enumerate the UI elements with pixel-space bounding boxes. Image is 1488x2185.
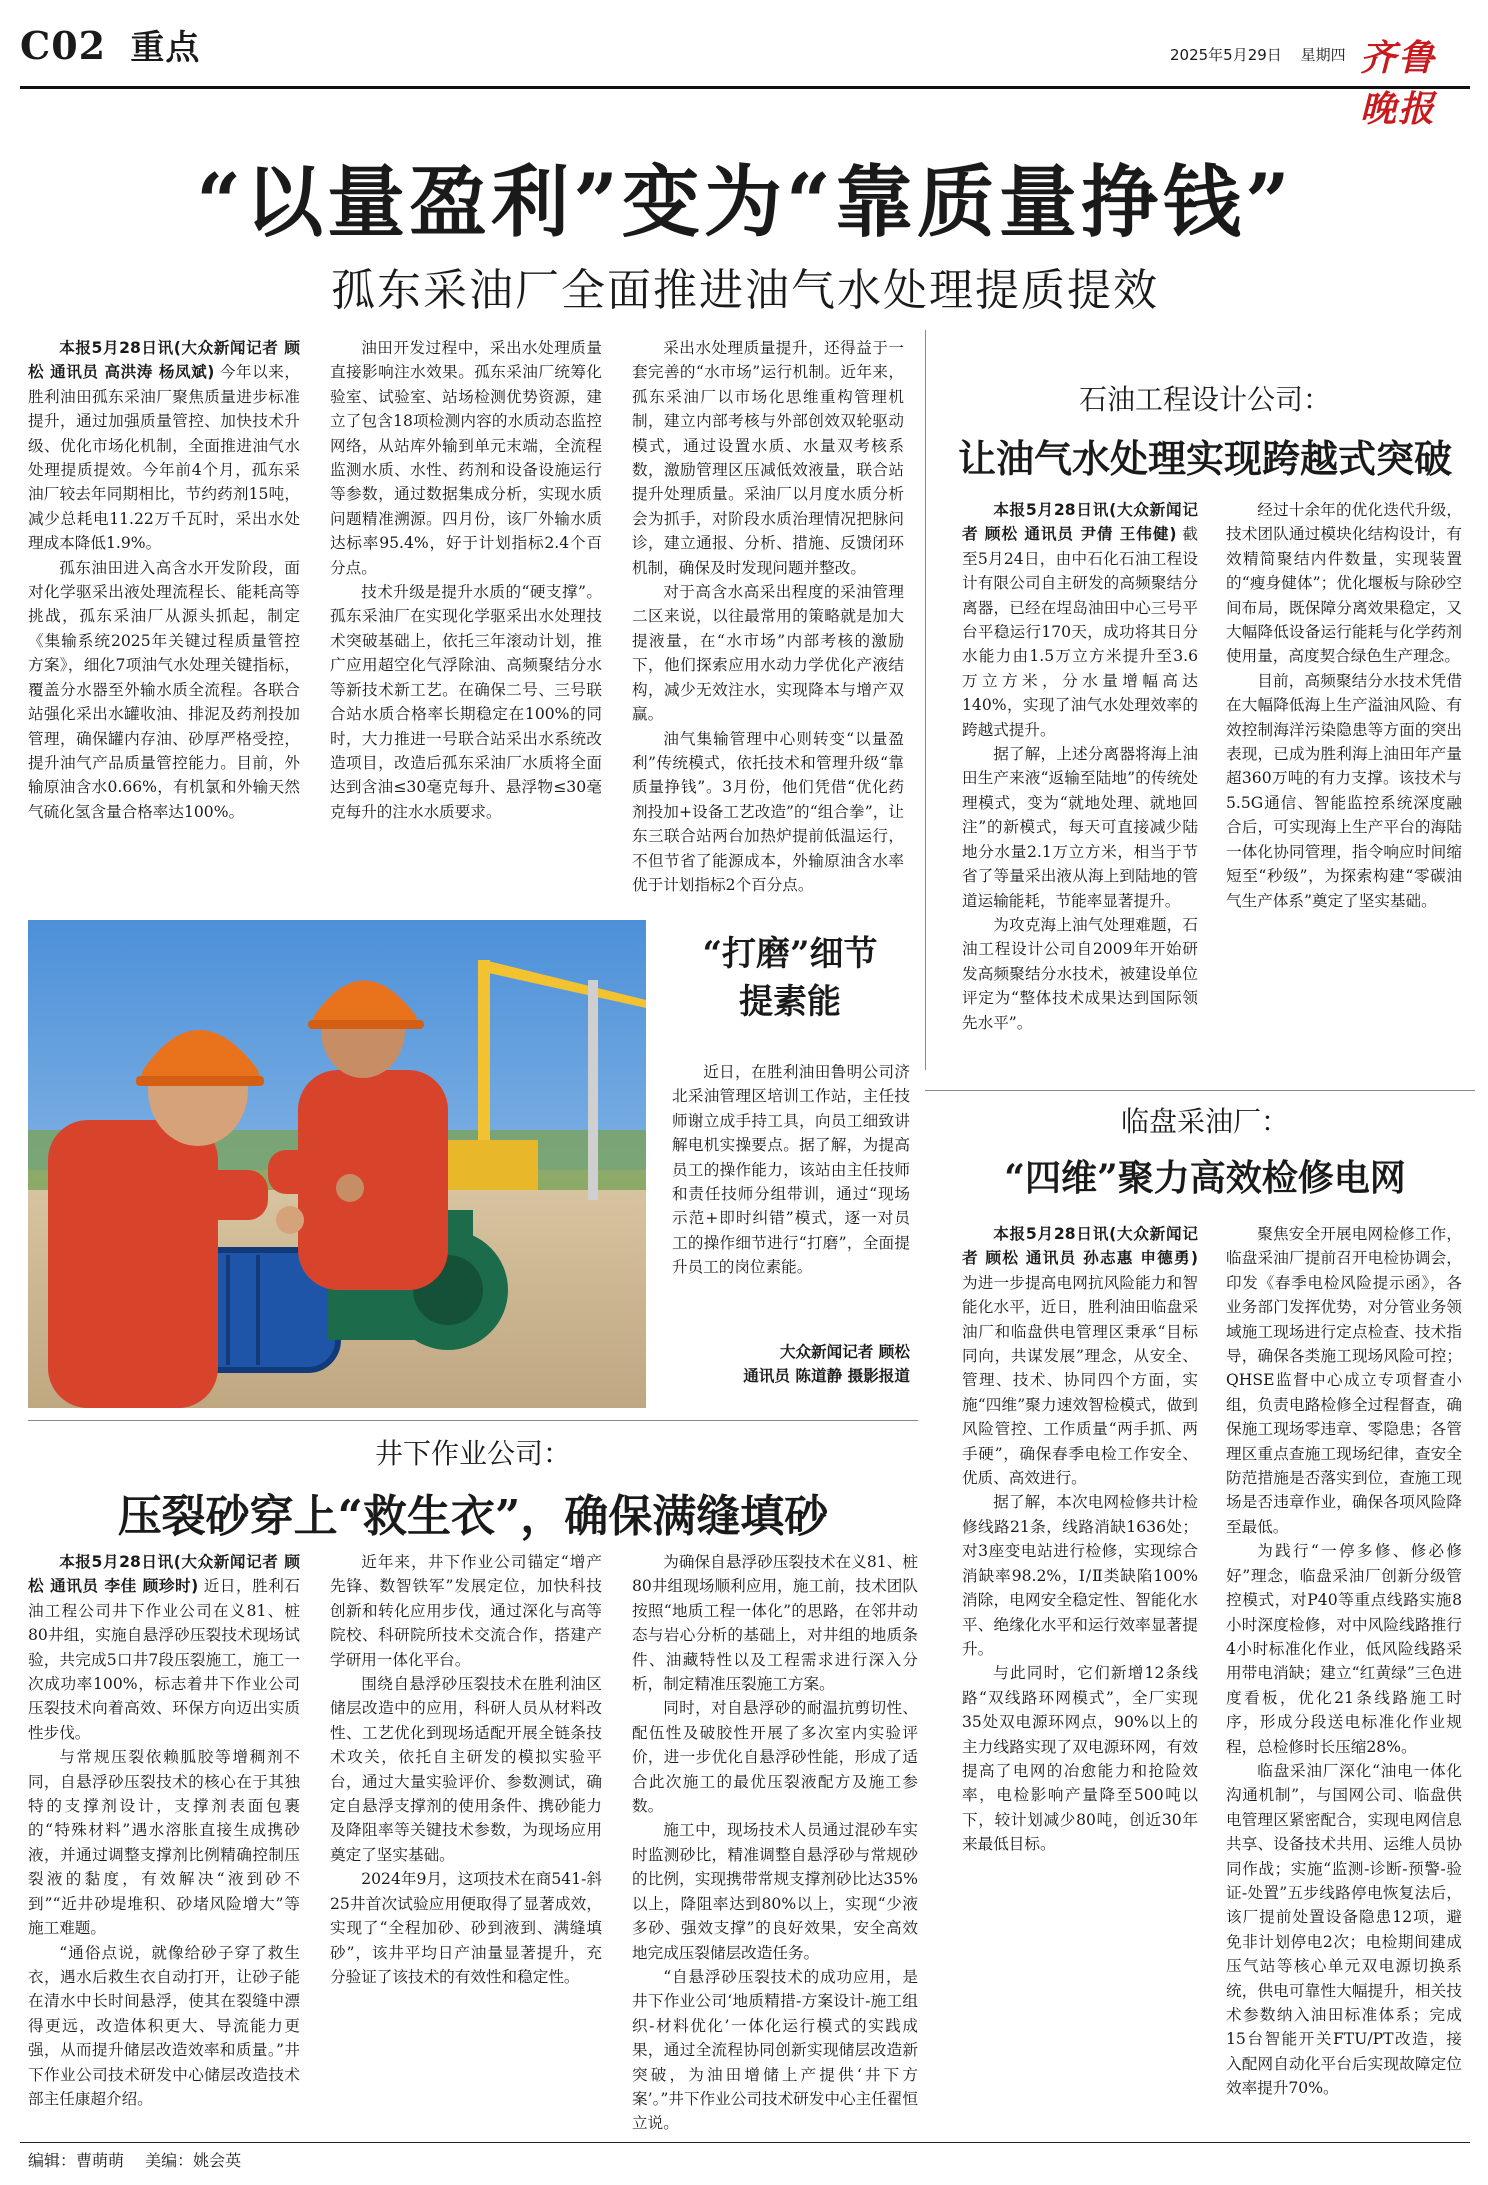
design-byline: 本报5月28日讯(大众新闻记者 顾松 通讯员 尹倩 王伟健)	[962, 501, 1198, 544]
linpan-article-col1	[962, 1222, 1198, 2132]
column-divider	[925, 330, 926, 1070]
linpan-title: “四维”聚力高效检修电网	[1004, 1157, 1406, 1199]
main-subheadline: 孤东采油厂全面推进油气水处理提质提效	[331, 265, 1159, 316]
lead-article-col2	[330, 336, 602, 894]
well-article-col2	[330, 1550, 602, 2138]
photo-title-line: 提素能	[739, 982, 841, 1022]
design-paragraph: 截至5月24日，由中石化石油工程设计有限公司自主研发的高频聚结分离器，已经在埕岛油田中心三号平台平稳运行170天，成功将其日分水能力由1.5万立方米提升至3.6万立方米，分水量增幅高达140%，实现了油气水处理效率的跨越式提升。	[962, 525, 1198, 739]
well-paragraph: 近年来，井下作业公司锚定“增产先锋、数智铁军”发展定位，加快科技创新和转化应用步伐，通过深化与高等院校、科研院所技术交流合作，搭建产学研用一体化平台。	[330, 1553, 602, 1669]
well-paragraph: 施工中，现场技术人员通过混砂车实时监测砂比，精准调整自悬浮砂与常规砂的比例，实现携带常规支撑剂砂比达35%以上，降阻率达到80%以上，实现“少液多砂、强效支撑”的良好效果，安全高效地完成压裂储层改造任务。	[632, 1821, 918, 1962]
well-paragraph: “通俗点说，就像给砂子穿了救生衣，遇水后救生衣自动打开，让砂子能在清水中长时间悬浮，使其在裂缝中漂得更远，改造体积更大、导流能力更强，从而提升储层改造效率和质量。”井下作业公司技术研发中心储层改造技术部主任康超介绍。	[28, 1943, 300, 2108]
photo-story-paragraph: 近日，在胜利油田鲁明公司济北采油管理区培训工作站，主任技师谢立成手持工具，向员工细致讲解电机实操要点。据了解，为提高员工的操作能力，该站由主任技师和责任技师分组带训，通过“现场示范+即时纠错”模式，逐一对员工的操作细节进行“打磨”，全面提升员工的岗位素能。	[672, 1063, 910, 1277]
well-paragraph: 围绕自悬浮砂压裂技术在胜利油区储层改造中的应用，科研人员从材料改性、工艺优化到现场适配开展全链条技术攻关，依托自主研发的模拟实验平台，通过大量实验评价、参数测试，确定自悬浮支撑剂的使用条件、携砂能力及降阻率等关键技术参数，为现场应用奠定了坚实基础。	[330, 1675, 602, 1864]
linpan-kicker: 临盘采油厂：	[1120, 1105, 1289, 1138]
page-header	[20, 8, 1470, 130]
design-paragraph: 目前，高频聚结分水技术凭借在大幅降低海上生产溢油风险、有效控制海洋污染隐患等方面的突出表现，已成为胜利海上油田年产量超360万吨的有力支撑。该技术与5.5G通信、智能监控系统深度融合后，可实现海上生产平台的海陆一体化协同管理，指令响应时间缩短至“秒级”，为探索构建“零碳油气生产体系”奠定了坚实基础。	[1226, 671, 1462, 910]
well-byline: 本报5月28日讯(大众新闻记者 顾松 通讯员 李佳 顾珍时)	[28, 1553, 300, 1596]
lead-article-col1	[28, 336, 300, 894]
well-article-col1	[28, 1550, 300, 2138]
date-text: 2025年5月29日	[1170, 46, 1282, 64]
lead-byline: 本报5月28日讯(大众新闻记者 顾松 通讯员 高洪涛 杨凤斌)	[28, 339, 300, 382]
photo-story-text	[672, 1060, 910, 1330]
lead-paragraph: 技术升级是提升水质的“硬支撑”。孤东采油厂在实现化学驱采出水处理技术突破基础上，依托三年滚动计划，推广应用超空化气浮除油、高频聚结分水等新技术新工艺。在确保二号、三号联合站水质合格率长期稳定在100%的同时，大力推进一号联合站采出水系统改造项目，改造后孤东采油厂水质将全面达到含油≤30毫克每升、悬浮物≤30毫克每升的注水水质要求。	[330, 583, 602, 821]
page-footer	[28, 2148, 241, 2171]
linpan-byline: 本报5月28日讯(大众新闻记者 顾松 通讯员 孙志惠 申德勇)	[962, 1225, 1198, 1268]
designer-credit: 美编：姚会英	[145, 2151, 242, 2170]
well-paragraph: 同时，对自悬浮砂的耐温抗剪切性、配伍性及破胶性开展了多次室内实验评价，进一步优化自悬浮砂性能，形成了适合此次施工的最优压裂液配方及施工参数。	[632, 1699, 918, 1816]
lead-paragraph: 对于高含水高采出程度的采油管理二区来说，以往最常用的策略就是加大提液量，在“水市场”内部考核的激励下，他们探索应用水动力学优化产液结构，减少无效注水，实现降本与增产双赢。	[632, 583, 904, 724]
photo-credit	[672, 1340, 910, 1389]
design-article-col2	[1226, 498, 1462, 1074]
editor-credit: 编辑：曹萌萌	[28, 2151, 125, 2170]
design-kicker: 石油工程设计公司：	[1078, 383, 1331, 416]
news-photo	[28, 920, 646, 1408]
credit-line: 大众新闻记者 顾松	[779, 1343, 910, 1361]
well-article-col3	[632, 1550, 918, 2138]
section-divider	[28, 1420, 918, 1421]
linpan-paragraph: 与此同时，它们新增12条线路“双线路环网模式”，全厂实现35处双电源环网点，90%以上的主力线路实现了双电源环网，有效提高了电网的冶愈能力和抢险效率，电检影响产量降至500吨以下，较计划减少80吨，创近30年来最低目标。	[962, 1664, 1198, 1854]
section-divider	[925, 1090, 1475, 1091]
main-headline: “以量盈利”变为“靠质量挣钱”	[196, 157, 1294, 248]
lead-paragraph: 油气集输管理中心则转变“以量盈利”传统模式，依托技术和管理升级“靠质量挣钱”。3月份，他们凭借“优化药剂投加+设备工艺改造”的“组合拳”，让东三联合站两台加热炉提前低温运行，不但节省了能源成本，外输原油含水率优于计划指标2个百分点。	[632, 729, 904, 894]
weekday-text: 星期四	[1300, 46, 1346, 64]
lead-paragraph: 油田开发过程中，采出水处理质量直接影响注水效果。孤东采油厂统筹化验室、试验室、站场检测优势资源，建立了包含18项检测内容的水质动态监控网络，从站库外输到单元末端，全流程监测水质、水性、药剂和设备设施运行等参数，通过数据集成分析，实现水质问题精准溯源。四月份，该厂外输水质达标率95.4%，好于计划指标2.4个百分点。	[330, 339, 602, 577]
workers-photo-illustration	[28, 920, 646, 1408]
well-paragraph: 2024年9月，这项技术在商541-斜25井首次试验应用便取得了显著成效，实现了“全程加砂、砂到液到、满缝填砂”，该井平均日产油量显著提升，充分验证了该技术的有效性和稳定性。	[330, 1870, 602, 1986]
photo-story-title	[660, 930, 920, 1026]
lead-paragraph: 孤东油田进入高含水开发阶段，面对化学驱采出液处理流程长、能耗高等挑战，孤东采油厂从源头抓起，制定《集输系统2025年关键过程质量管控方案》，细化7项油气水处理关键指标，覆盖分水器至外输水质全流程。各联合站强化采出水罐收油、排泥及药剂投加管理，确保罐内存油、砂厚严格受控，提升油气产品质量管控能力。目前，外输原油含水0.66%，有机氯和外输天然气硫化氢含量合格率达100%。	[28, 558, 300, 821]
well-paragraph: 与常规压裂依赖胍胶等增稠剂不同，自悬浮砂压裂技术的核心在于其独特的支撑剂设计，支撑剂表面包裹的“特殊材料”遇水溶胀直接生成携砂液，并通过调整支撑剂比例精确控制压裂液的黏度，有效解决“液到砂不到”“近井砂堤堆积、砂堵风险增大”等施工难题。	[28, 1748, 300, 1938]
well-title: 压裂砂穿上“救生衣”，确保满缝填砂	[117, 1491, 829, 1542]
design-article-col1	[962, 498, 1198, 1074]
photo-title-line: “打磨”细节	[702, 934, 878, 974]
linpan-paragraph: 临盘采油厂深化“油电一体化沟通机制”，与国网公司、临盘供电管理区紧密配合，实现电网信息共享、设备技术共用、运维人员协同作战；实施“监测-诊断-预警-验证-处置”五步线路停电恢复法后，该厂提前处置设备隐患12项，避免非计划停电2次；电检期间建成压气站等核心单元双电源切换系统，供电可靠性大幅提升，相关技术参数纳入油田标准体系；完成15台智能开关FTU/PT改造，接入配网自动化平台后实现故障定位效率提升70%。	[1226, 1761, 1462, 2098]
credit-line: 通讯员 陈道静 摄影报道	[743, 1367, 910, 1386]
section-name: 重点	[130, 28, 201, 68]
linpan-paragraph: 据了解，本次电网检修共计检修线路21条，线路消缺1636处；对3座变电站进行检修，实现综合消缺率98.2%，Ⅰ/Ⅱ类缺陷100%消除，电网安全稳定性、智能化水平、绝缘化水平和运行效率显著提升。	[962, 1493, 1198, 1658]
page-code	[20, 20, 200, 69]
well-kicker: 井下作业公司：	[374, 1437, 571, 1470]
well-paragraph: 为确保自悬浮砂压裂技术在义81、桩80井组现场顺利应用，施工前，技术团队按照“地质工程一体化”的思路，在邻井动态与岩心分析的基础上，对井组的地质条件、油藏特性以及工程需求进行深入分析，制定精准压裂施工方案。	[632, 1553, 918, 1694]
design-paragraph: 据了解，上述分离器将海上油田生产来液“返输至陆地”的传统处理模式，变为“就地处理、就地回注”的新模式，每天可直接减少陆地分水量2.1万立方米，相当于节省了等量采出液从海上到陆地的管道运输能耗，节能率显著提升。	[962, 745, 1198, 910]
linpan-paragraph: 为践行“一停多修、修必修好”理念，临盘采油厂创新分级管控模式，对P40等重点线路实施8小时深度检修，对中风险线路推行4小时标准化作业，低风险线路采用带电消缺；建立“红黄绿”三色进度看板，优化21条线路施工时序，形成分段送电标准化作业规程，总检修时长压缩28%。	[1226, 1542, 1462, 1756]
well-paragraph: “自悬浮砂压裂技术的成功应用，是井下作业公司‘地质精措-方案设计-施工组织-材料优化’一体化运行模式的实践成果，通过全流程协同创新实现储层改造新突破，为油田增储上产提供‘井下方案’。”井下作业公司技术研发中心主任翟恒立说。	[632, 1967, 918, 2133]
issue-date	[1170, 44, 1346, 65]
well-paragraph: 近日，胜利石油工程公司井下作业公司在义81、桩80井组，实施自悬浮砂压裂技术现场试验，共完成5口井7段压裂施工，施工一次成功率100%，标志着井下作业公司压裂技术向着高效、环保方向迈出实质性步伐。	[28, 1577, 300, 1742]
linpan-paragraph: 为进一步提高电网抗风险能力和智能化水平，近日，胜利油田临盘采油厂和临盘供电管理区秉承“目标同向，共谋发展”理念，从安全、管理、技术、协同四个方面，实施“四维”聚力速效智检模式，做到风险管控、工作质量“两手抓、两手硬”，确保春季电检工作安全、优质、高效进行。	[962, 1273, 1198, 1488]
paper-logo: 齐鲁晚报	[1360, 37, 1437, 130]
design-title: 让油气水处理实现跨越式突破	[957, 436, 1452, 481]
lead-paragraph: 今年以来，胜利油田孤东采油厂聚焦质量进步标准提升，通过加强质量管控、加快技术升级、优化市场化机制，全面推进油气水处理提质提效。今年前4个月，孤东采油厂较去年同期相比，节约药剂15吨，减少总耗电11.22万千瓦时，采出水处理成本降低1.9%。	[28, 363, 300, 553]
page-number: C02	[20, 23, 107, 68]
linpan-article-col2	[1226, 1222, 1462, 2132]
design-paragraph: 为攻克海上油气处理难题，石油工程设计公司自2009年开始研发高频聚结分水技术，被建设单位评定为“整体技术成果达到国际领先水平”。	[962, 915, 1198, 1032]
design-paragraph: 经过十余年的优化迭代升级，技术团队通过模块化结构设计，有效精简聚结内件数量，实现装置的“瘦身健体”；优化堰板与除砂空间布局，既保障分离效果稳定，又大幅降低设备运行能耗与化学药剂使用量，高度契合绿色生产理念。	[1226, 501, 1462, 666]
lead-paragraph: 采出水处理质量提升，还得益于一套完善的“水市场”运行机制。近年来，孤东采油厂以市场化思维重构管理机制，建立内部考核与外部创效双轮驱动模式，通过设置水质、水量双考核系数，激励管理区压减低效液量，联合站提升处理质量。采油厂以月度水质分析会为抓手，对阶段水质治理情况把脉问诊，建立通报、分析、措施、反馈闭环机制，确保及时发现问题并整改。	[632, 339, 904, 577]
linpan-paragraph: 聚焦安全开展电网检修工作，临盘采油厂提前召开电检协调会，印发《春季电检风险提示函》，各业务部门发挥优势，对分管业务领域施工现场进行定点检查、技术指导，确保各类施工现场风险可控；QHSE监督中心成立专项督查小组，负责电路检修全过程督查，确保施工现场零违章、零隐患；各管理区重点查施工现场纪律，查安全防范措施是否落实到位，查施工现场是否违章作业，确保各项风险降至最低。	[1226, 1225, 1462, 1536]
lead-article-col3	[632, 336, 904, 894]
footer-rule	[20, 2142, 1470, 2143]
